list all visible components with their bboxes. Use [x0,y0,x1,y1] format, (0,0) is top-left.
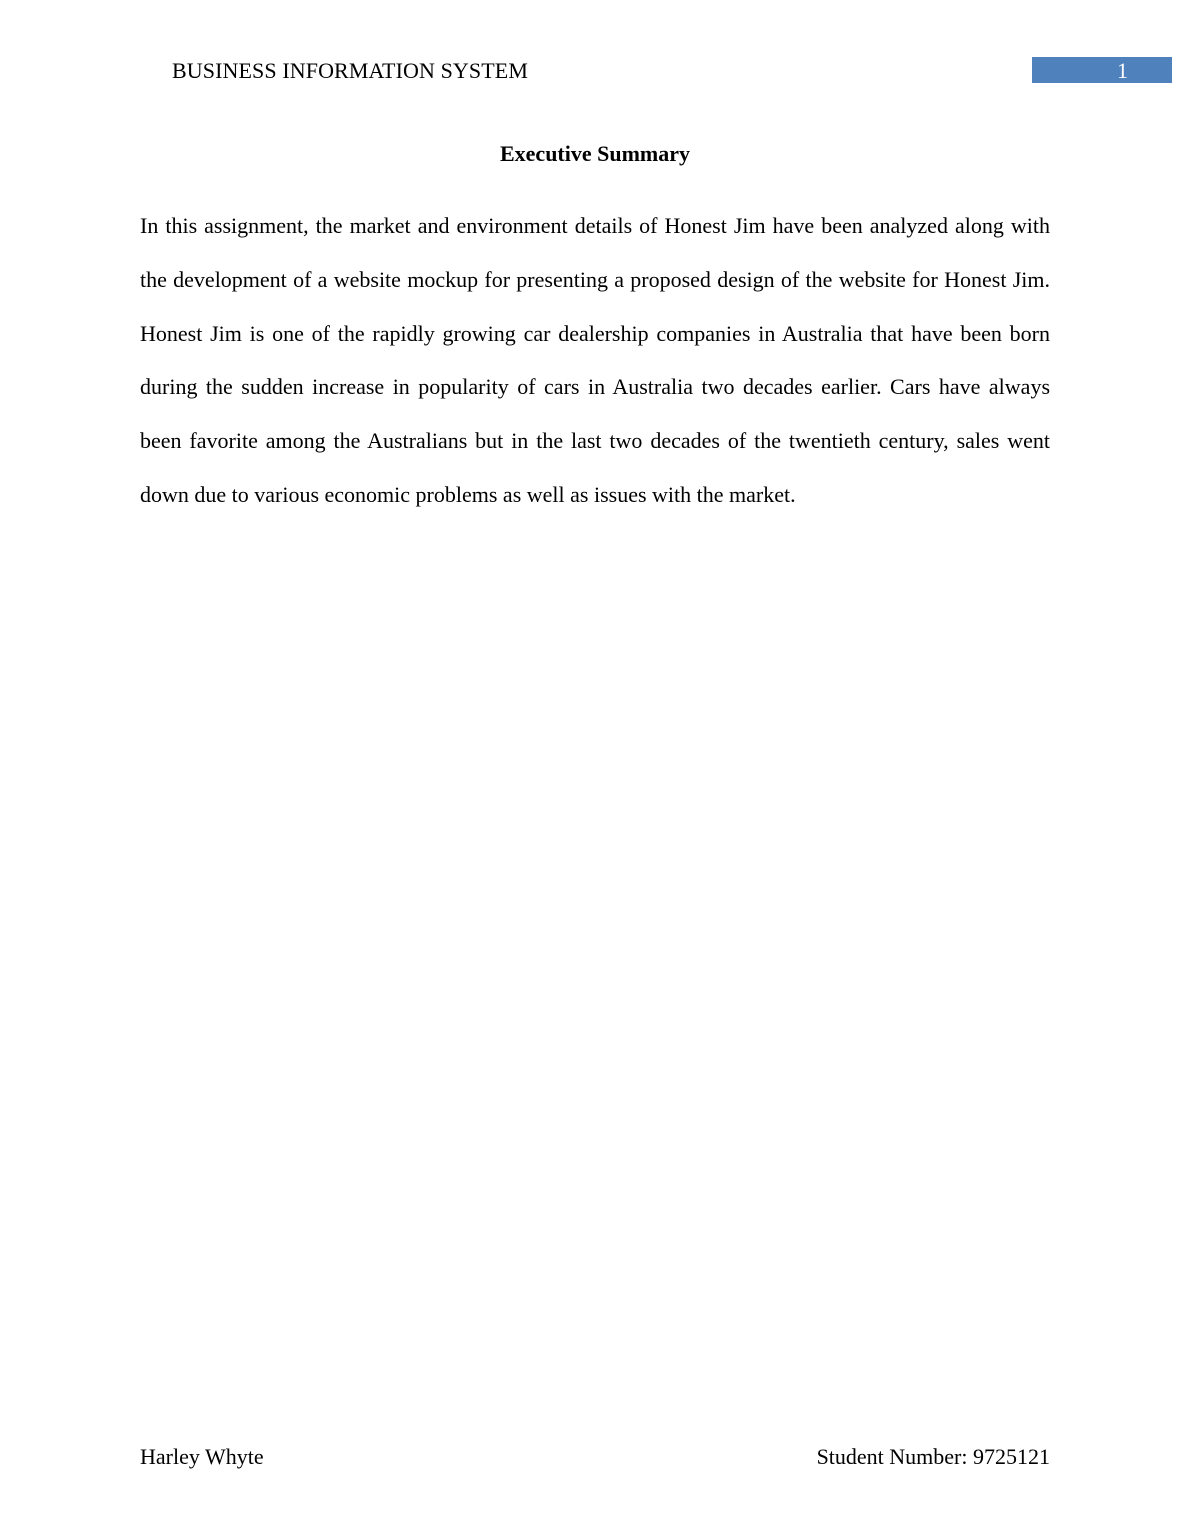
body-paragraph: In this assignment, the market and environment details of Honest Jim have been analyzed along with the development of a website mockup for presenting a proposed design of the website for Honest Jim. Honest Jim is one of the rapidly growing car dealership companies in Australia that have been born during the sudden increase in popularity of cars in Australia two decades earlier. Cars have always been favorite among the Australians but in the last two decades of the twentieth century, sales went down due to various economic problems as well as issues with the market. [140,213,1050,507]
page-number-badge [1032,57,1172,83]
page-number: 1 [1117,58,1128,83]
footer-author: Harley Whyte [140,1444,264,1469]
running-header-title: BUSINESS INFORMATION SYSTEM [172,58,528,83]
section-heading: Executive Summary [499,141,691,166]
footer-student-number: Student Number: 9725121 [816,1444,1050,1469]
